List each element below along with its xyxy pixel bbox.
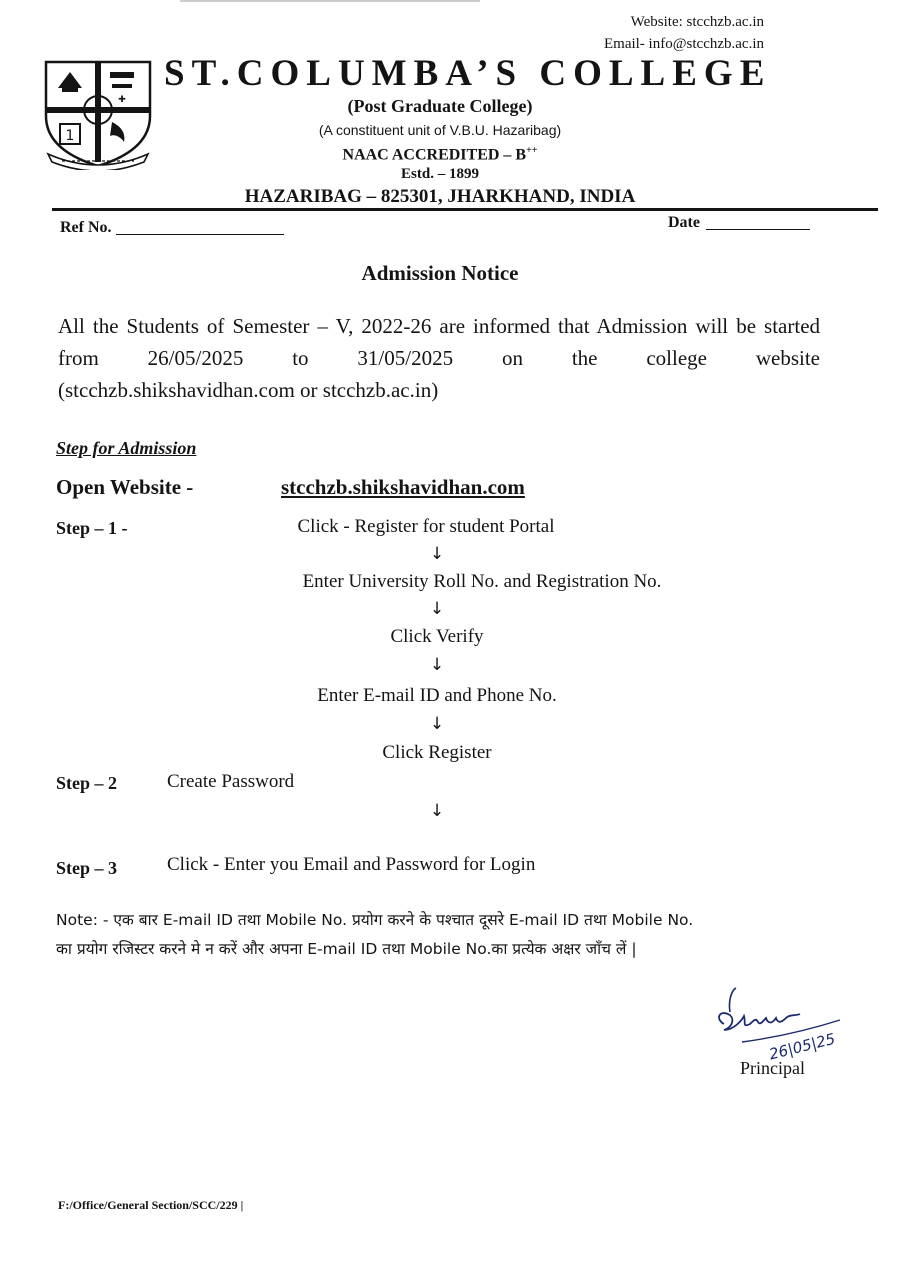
college-name: ST.COLUMBA’S COLLEGE [164,53,772,94]
naac-grade: ++ [526,145,538,156]
email-line: Email- info@stcchzb.ac.in [603,36,764,52]
step-3-login: Click - Enter you Email and Password for Login [167,854,536,875]
paragraph-line-2: be started from 26/05/2025 to 31/05/2025 on the college website [58,314,821,370]
file-reference: F:/Office/General Section/SCC/229 | [58,1198,244,1212]
date-label: Date [668,214,700,231]
step-1-label: Step – 1 - [56,518,128,538]
established-line: Estd. – 1899 [401,166,479,182]
svg-text:26|05|25: 26|05|25 [767,1029,837,1060]
date-blank [706,229,810,230]
ref-no-blank [116,234,284,235]
principal-signature [712,980,852,1060]
pg-college-line: (Post Graduate College) [347,96,533,116]
note-line-1: Note: - एक बार E-mail ID तथा Mobile No. प्रयोग करने के पश्चात दूसरे E-mail ID तथा Mobile No. [56,911,694,929]
college-logo [40,58,156,170]
note-text [56,906,836,964]
ref-no-label: Ref No. [60,219,112,236]
svg-text:✚: ✚ [118,95,126,105]
step-1-click-register: Click Register [382,742,492,763]
address-line: HAZARIBAG – 825301, JHARKHAND, INDIA [244,186,636,207]
paragraph-line-1: All the Students of Semester – V, 2022-26 are informed that Admission will [58,314,729,338]
notice-paragraph [58,310,820,406]
flow-arrow-3: ↓ [429,655,445,675]
date-field [668,214,810,232]
svg-text:1: 1 [65,128,75,144]
naac-text: NAAC ACCREDITED – B [342,146,527,164]
step-1-click-verify: Click Verify [390,626,484,647]
step-1-enter-email-phone: Enter E-mail ID and Phone No. [317,685,557,706]
flow-arrow-2: ↓ [429,599,445,619]
flow-arrow-1: ↓ [429,544,445,564]
step-2-label: Step – 2 [56,773,118,793]
open-website-label: Open Website - [56,475,194,499]
flow-arrow-4: ↓ [429,714,445,734]
principal-title: Principal [740,1058,805,1078]
step-3-label: Step – 3 [56,858,118,878]
notice-title: Admission Notice [361,261,519,285]
note-line-2: का प्रयोग रजिस्टर करने मे न करें और अपना E-mail ID तथा Mobile No.का प्रत्येक अक्षर जाँच लें | [56,940,637,958]
scan-edge-line [180,0,480,2]
step-1-enter-roll-no: Enter University Roll No. and Registration No. [302,571,662,592]
website-line: Website: stcchzb.ac.in [630,14,764,30]
step-1-register-portal: Click - Register for student Portal [297,516,555,537]
constituent-line: (A constituent unit of V.B.U. Hazaribag) [318,122,562,138]
steps-heading: Step for Admission [56,438,197,458]
paragraph-line-3: (stcchzb.shikshavidhan.com or stcchzb.ac.in) [58,378,439,402]
step-2-create-password: Create Password [167,771,295,792]
flow-arrow-5: ↓ [429,801,445,821]
ref-no-field [60,219,284,237]
naac-line [343,145,538,164]
open-website-link[interactable]: stcchzb.shikshavidhan.com [281,475,525,499]
header-rule [52,208,878,211]
